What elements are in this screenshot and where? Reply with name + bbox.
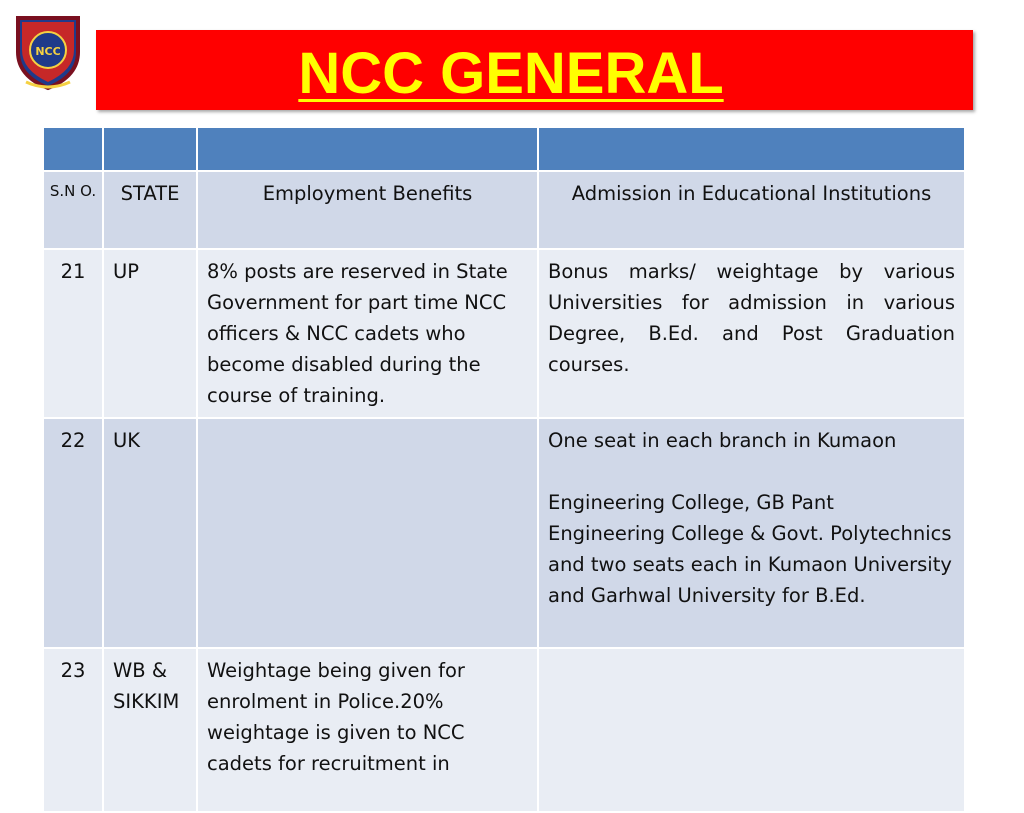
header-state: STATE — [103, 171, 197, 249]
column-headers — [43, 171, 965, 249]
admission-line-1: One seat in each branch in Kumaon — [548, 429, 897, 452]
cell-state: UP — [103, 249, 197, 418]
logo-text: NCC — [35, 45, 61, 58]
cell-state: WB & SIKKIM — [103, 648, 197, 812]
table-row — [43, 249, 965, 418]
table-row — [43, 418, 965, 648]
page-title: NCC GENERAL — [298, 41, 724, 106]
cell-employment: Weightage being given for enrolment in Police.20% weightage is given to NCC cadets for recruitment in — [197, 648, 538, 812]
cell-sno: 23 — [43, 648, 103, 812]
band-cell — [103, 127, 197, 171]
band-cell — [538, 127, 965, 171]
band-cell — [43, 127, 103, 171]
header-employment: Employment Benefits — [197, 171, 538, 249]
cell-employment — [197, 418, 538, 648]
band-cell — [197, 127, 538, 171]
table-row — [43, 648, 965, 812]
ncc-crest-icon — [12, 12, 84, 92]
ncc-benefits-table — [42, 126, 966, 813]
cell-employment: 8% posts are reserved in State Government for part time NCC officers & NCC cadets who become disabled during the course of training. — [197, 249, 538, 418]
header-sno: S.N O. — [43, 171, 103, 249]
cell-admission — [538, 418, 965, 648]
cell-sno: 21 — [43, 249, 103, 418]
cell-admission: Bonus marks/ weightage by various Universities for admission in various Degree, B.Ed. and Post Graduation courses. — [538, 249, 965, 418]
header-admission: Admission in Educational Institutions — [538, 171, 965, 249]
admission-line-2: Engineering College, GB Pant Engineering College & Govt. Polytechnics and two seats each in Kumaon University and Garhwal University for B.Ed. — [548, 491, 952, 607]
cell-admission — [538, 648, 965, 812]
table-header-band — [43, 127, 965, 171]
cell-sno: 22 — [43, 418, 103, 648]
cell-state: UK — [103, 418, 197, 648]
title-banner — [96, 30, 973, 110]
